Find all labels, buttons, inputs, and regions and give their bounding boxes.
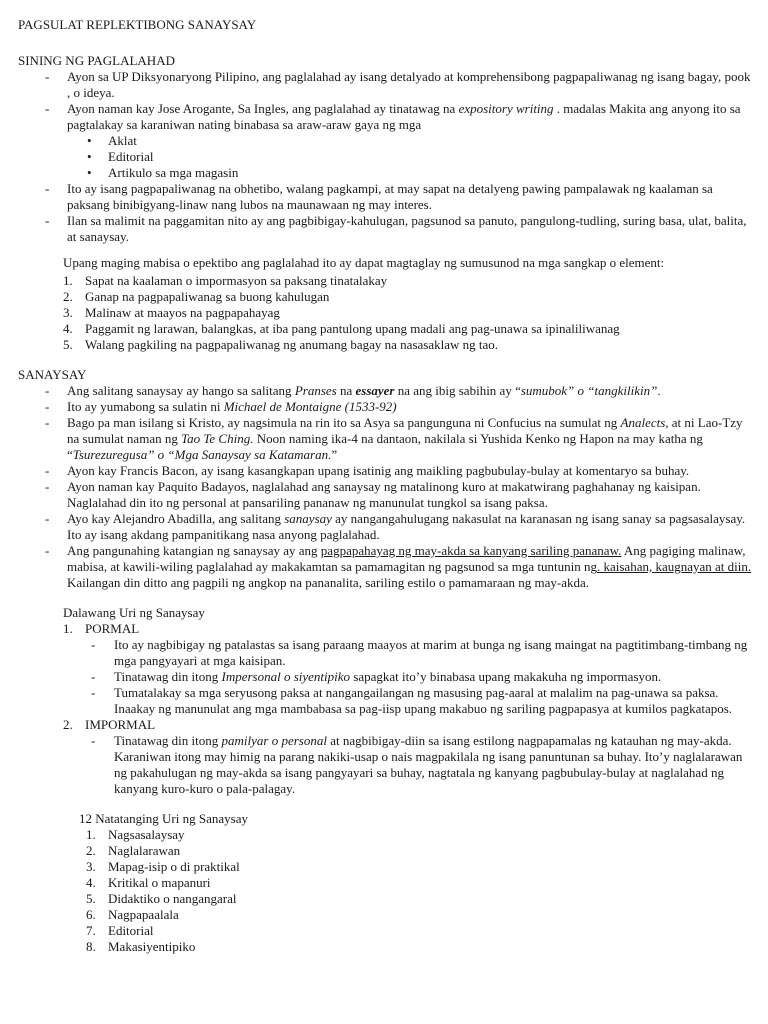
numbered-item: 2. Ganap na pagpapaliwanag sa buong kahulugan [63,289,330,304]
sanaysay-dash-list [18,383,754,591]
bullet-item: • Aklat [18,133,754,149]
numbered-item: 3. Mapag-isip o di praktikal [86,859,240,874]
numbered-item: 6. Nagpapaalala [86,907,179,922]
numbered-item: 1. Sapat na kaalaman o impormasyon sa paksang tinatalakay [63,273,388,288]
numbered-item: 1. Nagsasalaysay [86,827,185,842]
numbered-item: 3. Malinaw at maayos na pagpapahayag [63,305,280,320]
dash-item: - Ilan sa malimit na paggamitan nito ay ang pagbibigay-kahulugan, pagsunod sa panuto, pangulong-tudling, suring basa, ulat, balita, at sanaysay. [18,213,754,245]
dash-item: - Ito ay nagbibigay ng patalastas sa isang paraang maayos at marim at bunga ng isang maingat na pagtitimbang-timbang ng mga pangyayari at mga kaisipan. [18,637,754,669]
numbered-item: 4. Paggamit ng larawan, balangkas, at iba pang pantulong upang madali ang pag-unawa sa ipinaliliwanag [63,321,620,336]
dash-item: - Bago pa man isilang si Kristo, ay nagsimula na rin ito sa Asya sa pangunguna ni Confucius na sumulat ng Analects, at ni Lao-Tzy na sumulat naman ng Tao Te Ching. Noon naming ika-4 na dantaon, nakilala si Yushida Kenko ng Hapon na may katha ng “Tsurezuregusa” o “Mga Sanaysay sa Katamaran.” [18,415,754,463]
document-title: PAGSULAT REPLEKTIBONG SANAYSAY [18,17,257,32]
section-heading-paglalahad: SINING NG PAGLALAHAD [18,53,175,68]
dash-item: - Ayon naman kay Jose Arogante, Sa Ingles, ang paglalahad ay tinatawag na expository writing . madalas Makita ang anyong ito sa pagtalakay sa karaniwan nating binabasa sa araw-araw gaya ng mga [18,101,754,133]
pormal-dash-list [18,637,754,717]
paglalahad-dash-list [18,69,754,133]
dash-item: - Ayon kay Francis Bacon, ay isang kasangkapan upang isatinig ang maikling pagbubulay-bulay at komentaryo sa buhay. [18,463,754,479]
section-heading-sanaysay: SANAYSAY [18,367,87,382]
dash-item: - Ito ay isang pagpapaliwanag na obhetibo, walang pagkampi, at may sapat na detalyeng pawing pampalawak ng kaalaman sa paksang binibigyang-linaw nang lubos na maunawaan ng may interes. [18,181,754,213]
dash-item: - Ayo kay Alejandro Abadilla, ang salitang sanaysay ay nangangahulugang nakasulat na karanasan ng isang sanay sa pagsasalaysay. Ito ay isang akdang pampanitikang nasa anyong paglalahad. [18,511,754,543]
dash-item: - Tinatawag din itong pamilyar o personal at nagbibigay-diin sa isang estilong nagpapamalas ng katauhan ng may-akda. Karaniwan itong may himig na parang nakiki-usap o nais magpakilala ng isang panuntunan sa buhay. Ito’y naglalarawan ng pakahulugan ng may-akda sa isang pangyayari sa buhay, nagtatala ng kanyang pagbubulay-bulay at naglalahad ng kanyang kuro-kuro o pala-palagay. [18,733,754,797]
twelve-types-heading: 12 Natatanging Uri ng Sanaysay [79,811,248,826]
type-impormal: 2. IMPORMAL [63,717,156,732]
dash-item: - Ayon sa UP Diksyonaryong Pilipino, ang paglalahad ay isang detalyado at komprehensibong pagpapaliwanag ng isang bagay, pook , o ideya. [18,69,754,101]
numbered-item: 8. Makasiyentipiko [86,939,196,954]
numbered-item: 5. Didaktiko o nangangaral [86,891,237,906]
bullet-item: • Artikulo sa mga magasin [18,165,754,181]
paglalahad-dash-list-2 [18,181,754,245]
sources-bullet-list [18,133,754,181]
dash-item: - Ayon naman kay Paquito Badayos, naglalahad ang sanaysay ng matalinong kuro at makatwirang paghahanay ng kaisipan. Naglalahad din ito ng personal at pansariling pananaw ng manunulat tungkol sa isang paksa. [18,479,754,511]
elements-numbered-list [18,273,754,353]
dash-item: - Tinatawag din itong Impersonal o siyentipiko sapagkat ito’y binabasa upang makakuha ng impormasyon. [18,669,754,685]
numbered-item: 5. Walang pagkiling na pagpapaliwanag ng anumang bagay na nasasaklaw ng tao. [63,337,499,352]
numbered-item: 2. Naglalarawan [86,843,181,858]
two-types-heading: Dalawang Uri ng Sanaysay [63,605,205,620]
dash-item: - Ito ay yumabong sa sulatin ni Michael de Montaigne (1533-92) [18,399,754,415]
dash-item: - Ang pangunahing katangian ng sanaysay ay ang pagpapahayag ng may-akda sa kanyang sariling pananaw. Ang pagiging malinaw, mabisa, at kawili-wiling paglalahad ay makakamtan sa pamamagitan ng pagsunod sa mga tuntunin ng. kaisahan, kaugnayan at diin. Kailangan din ditto ang pagpili ng angkop na pananalita, sariling estilo o pamamaraan ng may-akda. [18,543,754,591]
type-pormal: 1. PORMAL [63,621,140,636]
dash-item: - Ang salitang sanaysay ay hango sa salitang Pranses na essayer na ang ibig sabihin ay “sumubok” o “tangkilikin”. [18,383,754,399]
numbered-item: 4. Kritikal o mapanuri [86,875,211,890]
dash-item: - Tumatalakay sa mga seryusong paksa at nangangailangan ng masusing pag-aaral at malalim na pag-unawa sa paksa. Inaakay ng manunulat ang mga mambabasa sa pag-iisp upang makabuo ng sariling pagpapasya at kumilos pagkatapos. [18,685,754,717]
bullet-item: • Editorial [18,149,754,165]
elements-intro: Upang maging mabisa o epektibo ang paglalahad ito ay dapat magtaglay ng sumusunod na mga sangkap o element: [63,255,665,270]
numbered-item: 7. Editorial [86,923,154,938]
twelve-types-list [18,827,754,955]
document-page [18,17,754,955]
impormal-dash-list [18,733,754,797]
